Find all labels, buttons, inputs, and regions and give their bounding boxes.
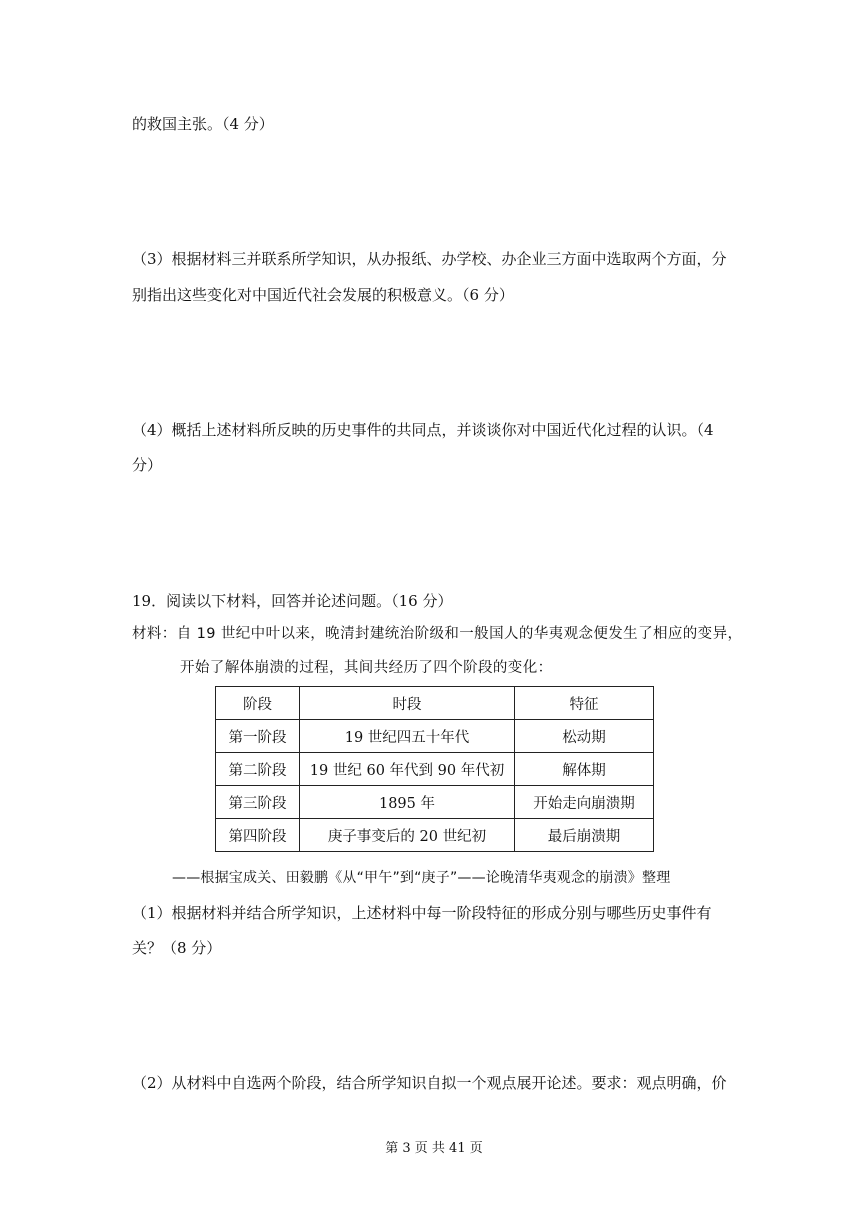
question-4-line-2: 分） (132, 456, 163, 474)
question-19-title: 19．阅读以下材料，回答并论述问题。（16 分） (132, 592, 453, 610)
table-header-row (216, 687, 654, 720)
question-4-line-1: （4）概括上述材料所反映的历史事件的共同点，并谈谈你对中国近代化过程的认识。（4 (132, 421, 714, 439)
table-header-cell: 阶段 (216, 687, 300, 720)
question-19-1-line-2: 关？（8 分） (132, 939, 222, 957)
table-cell: 松动期 (515, 720, 654, 753)
table-cell: 解体期 (515, 753, 654, 786)
question-3-line-1: （3）根据材料三并联系所学知识，从办报纸、办学校、办企业三方面中选取两个方面，分 (132, 250, 727, 268)
table-header-cell: 时段 (300, 687, 515, 720)
table-row (216, 753, 654, 786)
table-row (216, 720, 654, 753)
table-cell: 第二阶段 (216, 753, 300, 786)
table-cell: 第三阶段 (216, 786, 300, 819)
table-cell: 19 世纪 60 年代到 90 年代初 (300, 753, 515, 786)
table-cell: 1895 年 (300, 786, 515, 819)
table-header-cell: 特征 (515, 687, 654, 720)
page-footer: 第 3 页 共 41 页 (385, 1141, 483, 1156)
table-cell: 第一阶段 (216, 720, 300, 753)
material-line-2: 开始了解体崩溃的过程，其间共经历了四个阶段的变化： (180, 660, 553, 676)
table-row (216, 786, 654, 819)
table-cell: 庚子事变后的 20 世纪初 (300, 819, 515, 852)
material-source: ——根据宝成关、田毅鹏《从“甲午”到“庚子”——论晚清华夷观念的崩溃》整理 (172, 870, 671, 886)
table-row (216, 819, 654, 852)
question-19-1-line-1: （1）根据材料并结合所学知识，上述材料中每一阶段特征的形成分别与哪些历史事件有 (132, 904, 712, 922)
stage-table (215, 686, 654, 852)
question-3-line-2: 别指出这些变化对中国近代社会发展的积极意义。（6 分） (132, 286, 514, 304)
answer-line-continuation: 的救国主张。（4 分） (132, 115, 274, 133)
table-cell: 19 世纪四五十年代 (300, 720, 515, 753)
question-19-2-line-1: （2）从材料中自选两个阶段，结合所学知识自拟一个观点展开论述。要求：观点明确，价 (132, 1074, 727, 1092)
table-cell: 第四阶段 (216, 819, 300, 852)
table-cell: 最后崩溃期 (515, 819, 654, 852)
material-line-1: 材料：自 19 世纪中叶以来，晚清封建统治阶级和一般国人的华夷观念便发生了相应的变异， (132, 626, 743, 642)
table-cell: 开始走向崩溃期 (515, 786, 654, 819)
